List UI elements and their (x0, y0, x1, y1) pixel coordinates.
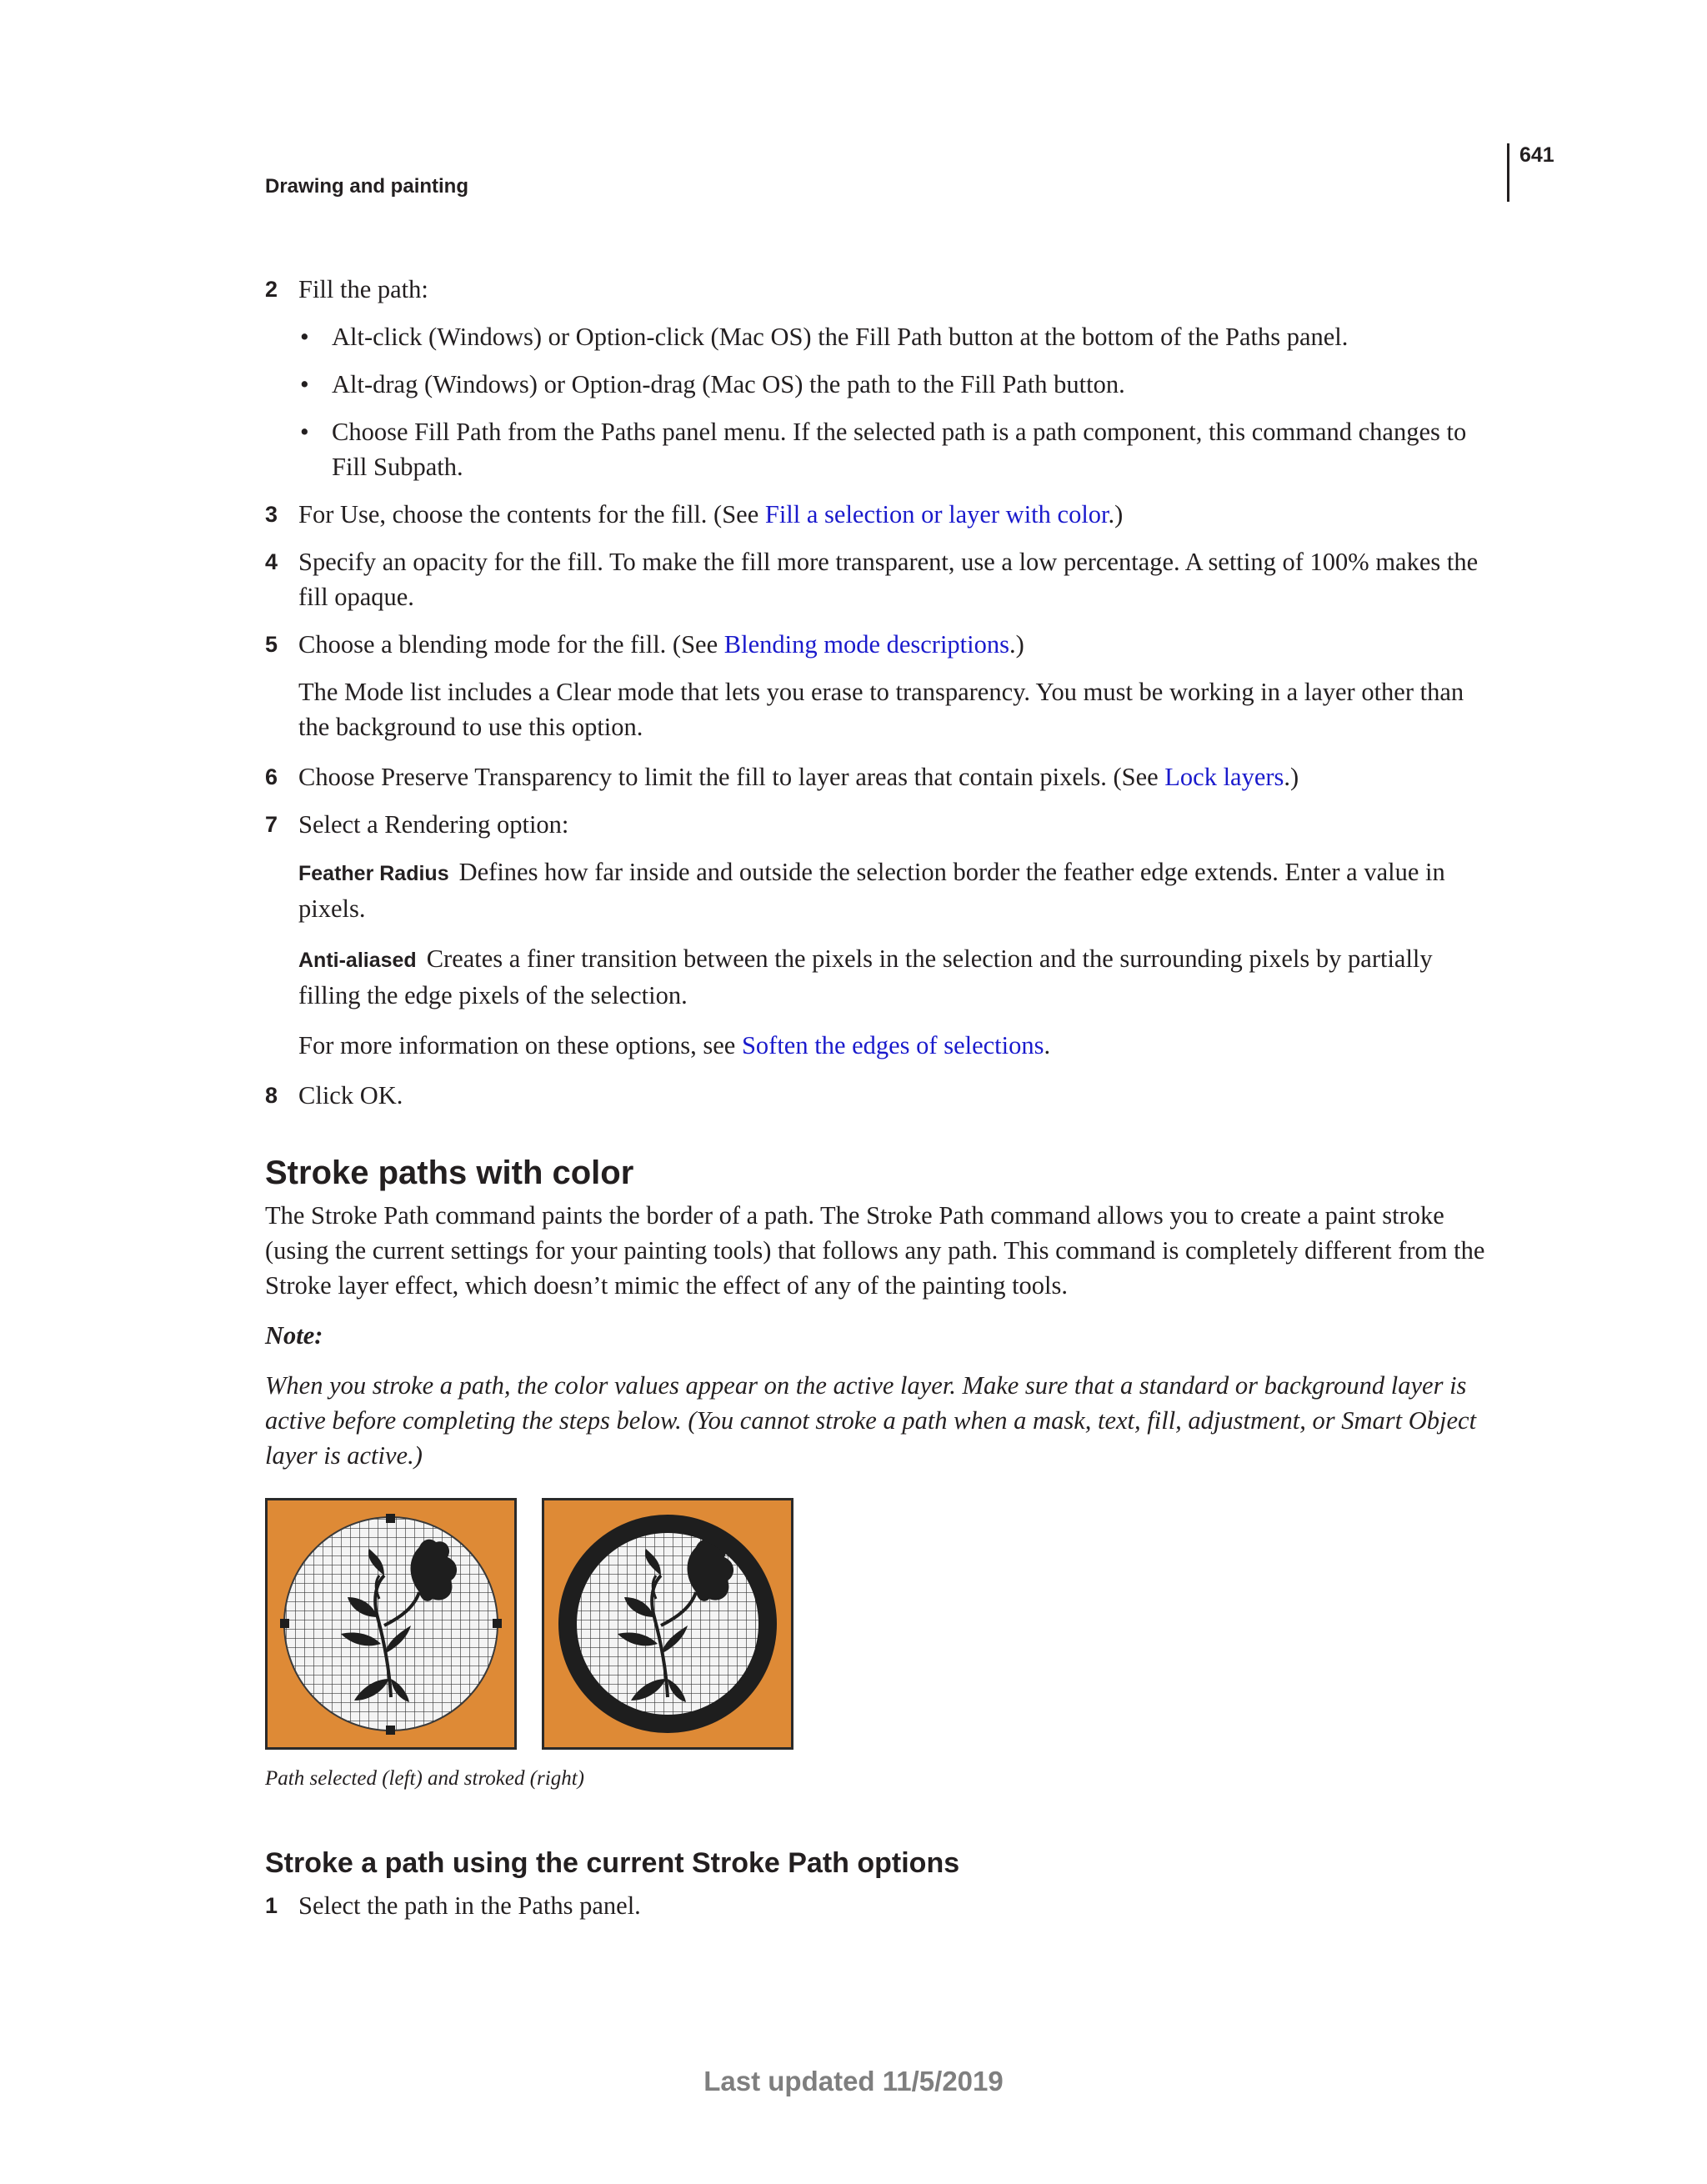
figure-row (265, 1498, 1500, 1750)
step-number: 2 (265, 277, 278, 302)
link-lock-layers[interactable]: Lock layers (1164, 763, 1284, 791)
step-number: 5 (265, 632, 278, 657)
header-rule (1507, 143, 1509, 202)
subsection-step-1 (265, 1888, 1500, 1923)
step-text-before: For Use, choose the contents for the fill. (See (298, 500, 765, 528)
more-info-after: . (1044, 1031, 1051, 1059)
page-number: 641 (1519, 143, 1554, 167)
bullet-icon: • (300, 418, 309, 446)
step-text: Click OK. (298, 1081, 403, 1110)
figure-caption: Path selected (left) and stroked (right) (265, 1767, 584, 1790)
step-number: 7 (265, 812, 278, 837)
step-8 (265, 1078, 1500, 1113)
bullet-text: Alt-drag (Windows) or Option-drag (Mac OS) the path to the Fill Path button. (332, 370, 1125, 398)
bullet-text: Alt-click (Windows) or Option-click (Mac OS) the Fill Path button at the bottom of the Paths panel. (332, 323, 1349, 351)
step-text: Select the path in the Paths panel. (298, 1891, 641, 1920)
link-blending-modes[interactable]: Blending mode descriptions (723, 630, 1009, 659)
running-header: Drawing and painting (265, 175, 468, 198)
figure-path-stroked (542, 1498, 793, 1750)
link-soften-edges[interactable]: Soften the edges of selections (741, 1031, 1044, 1059)
more-info-before: For more information on these options, see (298, 1031, 742, 1059)
option-feather-radius (265, 854, 1500, 926)
step-4 (265, 544, 1500, 614)
option-description: Creates a finer transition between the pixels in the selection and the surrounding pixels by partially filling the edge pixels of the selection. (298, 944, 1433, 1009)
step-number: 4 (265, 549, 278, 574)
section-intro: The Stroke Path command paints the border of a path. The Stroke Path command allows you to create a paint stroke (using the current settings for your painting tools) that follows any path. This command is completely different from the Stroke layer effect, which doesn’t mimic the effect of any of the painting tools. (265, 1201, 1485, 1300)
step-text-before: Choose a blending mode for the fill. (See (298, 630, 724, 659)
figure-path-selected (265, 1498, 517, 1750)
step-text: Specify an opacity for the fill. To make the fill more transparent, use a low percentage. A setting of 100% makes the fill opaque. (298, 548, 1479, 611)
step-6 (265, 759, 1500, 794)
bullet-icon: • (300, 323, 309, 351)
step-text: Select a Rendering option: (298, 810, 569, 839)
option-description: Defines how far inside and outside the selection border the feather edge extends. Enter a value in pixels. (298, 858, 1445, 923)
option-anti-aliased (265, 941, 1500, 1013)
step-text-after: .) (1284, 763, 1299, 791)
bullet-item (265, 367, 1500, 402)
footer-last-updated: Last updated 11/5/2019 (703, 2066, 1004, 2096)
option-term: Feather Radius (298, 862, 449, 885)
step-text-after: .) (1009, 630, 1024, 659)
subsection-title: Stroke a path using the current Stroke Path options (265, 1847, 960, 1879)
page-body (265, 272, 1500, 1936)
step-3 (265, 497, 1500, 532)
bullet-item (265, 414, 1500, 484)
step-text-after: .) (1108, 500, 1124, 528)
bullet-icon: • (300, 370, 309, 398)
step-number: 3 (265, 502, 278, 527)
step-text-before: Choose Preserve Transparency to limit the fill to layer areas that contain pixels. (See (298, 763, 1165, 791)
step-number: 6 (265, 764, 278, 789)
link-fill-selection[interactable]: Fill a selection or layer with color (764, 500, 1109, 528)
step-number: 8 (265, 1083, 278, 1108)
step-2 (265, 272, 1500, 307)
note-label: Note: (265, 1321, 323, 1350)
step-5-note: The Mode list includes a Clear mode that lets you erase to transparency. You must be working in a layer other than the background to use this option. (298, 678, 1464, 741)
bullet-text: Choose Fill Path from the Paths panel menu. If the selected path is a path component, this command changes to Fill Subpath. (332, 418, 1467, 481)
section-title: Stroke paths with color (265, 1155, 634, 1191)
step-7 (265, 807, 1500, 842)
step-5 (265, 627, 1500, 662)
step-number: 1 (265, 1893, 278, 1918)
bullet-item (265, 319, 1500, 354)
step-text: Fill the path: (298, 275, 428, 303)
option-term: Anti-aliased (298, 949, 417, 972)
note-text: When you stroke a path, the color values appear on the active layer. Make sure that a standard or background layer is active before completing the steps below. (You cannot stroke a path when a mask, text, fill, adjustment, or Smart Object layer is active.) (265, 1371, 1477, 1470)
more-info (265, 1028, 1500, 1063)
